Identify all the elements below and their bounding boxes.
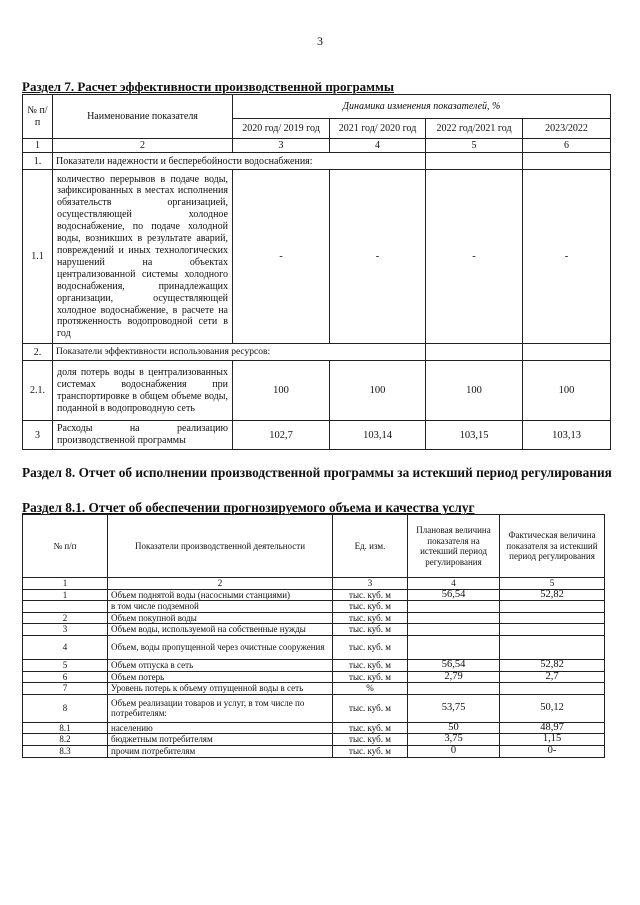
row-group-title: Показатели надежности и бесперебойности водоснабжения: bbox=[53, 153, 426, 170]
row-unit: тыс. куб. м bbox=[333, 589, 408, 601]
table-row bbox=[23, 671, 605, 683]
table-row bbox=[23, 589, 605, 601]
row-unit: тыс. куб. м bbox=[333, 671, 408, 683]
row-fact: 0- bbox=[500, 745, 605, 757]
row-num bbox=[23, 601, 108, 613]
row-num: 6 bbox=[23, 671, 108, 683]
header-num: № п/п bbox=[23, 515, 108, 578]
row-num: 4 bbox=[23, 635, 108, 659]
row-plan: 2,79 bbox=[408, 671, 500, 683]
row-unit: тыс. куб. м bbox=[333, 601, 408, 613]
section-7-title: Раздел 7. Расчет эффективности производственной программы bbox=[22, 79, 395, 94]
row-num: 1.1 bbox=[23, 170, 53, 344]
row-name: Объем отпуска в сеть bbox=[108, 659, 333, 671]
header-planned: Плановая величина показателя на истекший период регулирования bbox=[408, 515, 500, 578]
row-name: бюджетным потребителям bbox=[108, 734, 333, 746]
row-fact: 1,15 bbox=[500, 734, 605, 746]
row-plan bbox=[408, 601, 500, 613]
table-row bbox=[23, 421, 611, 450]
row-unit: тыс. куб. м bbox=[333, 635, 408, 659]
row-num: 8.3 bbox=[23, 745, 108, 757]
row-fact: 50,12 bbox=[500, 694, 605, 722]
col-number: 3 bbox=[233, 139, 330, 153]
section-8-title: Раздел 8. Отчет об исполнении производственной программы за истекший период регулирования bbox=[22, 465, 612, 480]
row-plan: 56,54 bbox=[408, 659, 500, 671]
row-fact bbox=[500, 612, 605, 624]
efficiency-table bbox=[22, 94, 611, 450]
row-name: Объем реализации товаров и услуг, в том числе по потребителям: bbox=[108, 694, 333, 722]
table-row bbox=[23, 361, 611, 421]
section-8-1-title: Раздел 8.1. Отчет об обеспечении прогнозируемого объема и качества услуг bbox=[22, 500, 475, 515]
row-num: 8 bbox=[23, 694, 108, 722]
row-value: 100 bbox=[233, 361, 330, 421]
row-plan bbox=[408, 612, 500, 624]
row-unit: % bbox=[333, 683, 408, 695]
row-unit: тыс. куб. м bbox=[333, 745, 408, 757]
row-fact bbox=[500, 601, 605, 613]
row-name: Объем потерь bbox=[108, 671, 333, 683]
row-name: Объем покупной воды bbox=[108, 612, 333, 624]
row-group-title: Показатели эффективности использования ресурсов: bbox=[53, 344, 426, 361]
col-number: 2 bbox=[53, 139, 233, 153]
header-dynamics: Динамика изменения показателей, % bbox=[233, 95, 611, 119]
row-fact bbox=[500, 635, 605, 659]
row-num: 2. bbox=[23, 344, 53, 361]
table-row bbox=[23, 745, 605, 757]
row-plan bbox=[408, 635, 500, 659]
row-name: Объем, воды пропущенной через очистные сооружения bbox=[108, 635, 333, 659]
row-name: Объем поднятой воды (насосными станциями) bbox=[108, 589, 333, 601]
row-value: - bbox=[523, 170, 611, 344]
row-num: 1. bbox=[23, 153, 53, 170]
row-num: 3 bbox=[23, 421, 53, 450]
row-plan bbox=[408, 624, 500, 636]
row-unit: тыс. куб. м bbox=[333, 694, 408, 722]
row-num: 7 bbox=[23, 683, 108, 695]
row-plan: 50 bbox=[408, 722, 500, 734]
row-num: 2.1. bbox=[23, 361, 53, 421]
col-number: 1 bbox=[23, 578, 108, 590]
page-number: 3 bbox=[317, 34, 323, 48]
row-num: 2 bbox=[23, 612, 108, 624]
header-unit: Ед. изм. bbox=[333, 515, 408, 578]
header-period: 2023/2022 bbox=[523, 119, 611, 139]
table-row bbox=[23, 344, 611, 361]
row-fact: 52,82 bbox=[500, 589, 605, 601]
services-report-table bbox=[22, 514, 605, 758]
row-unit: тыс. куб. м bbox=[333, 734, 408, 746]
row-plan: 3,75 bbox=[408, 734, 500, 746]
row-plan bbox=[408, 683, 500, 695]
row-name: населению bbox=[108, 722, 333, 734]
col-number: 3 bbox=[333, 578, 408, 590]
row-unit: тыс. куб. м bbox=[333, 659, 408, 671]
table-row bbox=[23, 734, 605, 746]
col-number: 2 bbox=[108, 578, 333, 590]
table-row bbox=[23, 612, 605, 624]
row-plan: 0 bbox=[408, 745, 500, 757]
row-unit: тыс. куб. м bbox=[333, 612, 408, 624]
table-row bbox=[23, 694, 605, 722]
col-number: 4 bbox=[408, 578, 500, 590]
row-value: 100 bbox=[523, 361, 611, 421]
header-num: № п/п bbox=[23, 95, 53, 139]
row-value: 103,14 bbox=[330, 421, 426, 450]
row-num: 3 bbox=[23, 624, 108, 636]
col-number: 5 bbox=[500, 578, 605, 590]
table-row bbox=[23, 153, 611, 170]
col-number: 6 bbox=[523, 139, 611, 153]
header-period: 2020 год/ 2019 год bbox=[233, 119, 330, 139]
row-fact bbox=[500, 683, 605, 695]
row-description: доля потерь воды в централизованных системах водоснабжения при транспортировке в общем объеме воды, поданной в водопроводную сеть bbox=[53, 361, 233, 421]
col-number: 4 bbox=[330, 139, 426, 153]
col-number: 5 bbox=[426, 139, 523, 153]
row-plan: 53,75 bbox=[408, 694, 500, 722]
row-num: 8.2 bbox=[23, 734, 108, 746]
table-row bbox=[23, 601, 605, 613]
table-row bbox=[23, 624, 605, 636]
row-name: прочим потребителям bbox=[108, 745, 333, 757]
header-period: 2021 год/ 2020 год bbox=[330, 119, 426, 139]
table-row bbox=[23, 722, 605, 734]
row-value: - bbox=[330, 170, 426, 344]
header-period: 2022 год/2021 год bbox=[426, 119, 523, 139]
row-num: 5 bbox=[23, 659, 108, 671]
table-row bbox=[23, 635, 605, 659]
row-plan: 56,54 bbox=[408, 589, 500, 601]
table-row bbox=[23, 683, 605, 695]
row-fact: 52,82 bbox=[500, 659, 605, 671]
row-description: Расходы на реализацию производственной программы bbox=[53, 421, 233, 450]
row-value: 102,7 bbox=[233, 421, 330, 450]
row-num: 8.1 bbox=[23, 722, 108, 734]
row-value: - bbox=[426, 170, 523, 344]
row-description: количество перерывов в подаче воды, зафиксированных в местах исполнения обязательств организацией, осуществляющей холодное водоснабжение, по подаче холодной воды, возникших в результате аварий, повреждений и иных технологических нарушений на объектах централизованной системы холодного водоснабжения, принадлежащих организации, осуществляющей холодное водоснабжение, в расчете на протяженность водопроводной сети в год bbox=[53, 170, 233, 344]
table-row bbox=[23, 659, 605, 671]
row-fact: 2,7 bbox=[500, 671, 605, 683]
header-actual: Фактическая величина показателя за истекший период регулирования bbox=[500, 515, 605, 578]
row-fact: 48,97 bbox=[500, 722, 605, 734]
row-name: Объем воды, используемой на собственные нужды bbox=[108, 624, 333, 636]
row-value: 103,13 bbox=[523, 421, 611, 450]
row-value: 100 bbox=[426, 361, 523, 421]
row-value: - bbox=[233, 170, 330, 344]
col-number: 1 bbox=[23, 139, 53, 153]
row-unit: тыс. куб. м bbox=[333, 624, 408, 636]
header-name: Показатели производственной деятельности bbox=[108, 515, 333, 578]
row-fact bbox=[500, 624, 605, 636]
row-name: Уровень потерь к объему отпущенной воды в сеть bbox=[108, 683, 333, 695]
row-value: 103,15 bbox=[426, 421, 523, 450]
header-name: Наименование показателя bbox=[53, 95, 233, 139]
row-unit: тыс. куб. м bbox=[333, 722, 408, 734]
table-row bbox=[23, 170, 611, 344]
row-name: в том числе подземной bbox=[108, 601, 333, 613]
row-value: 100 bbox=[330, 361, 426, 421]
row-num: 1 bbox=[23, 589, 108, 601]
